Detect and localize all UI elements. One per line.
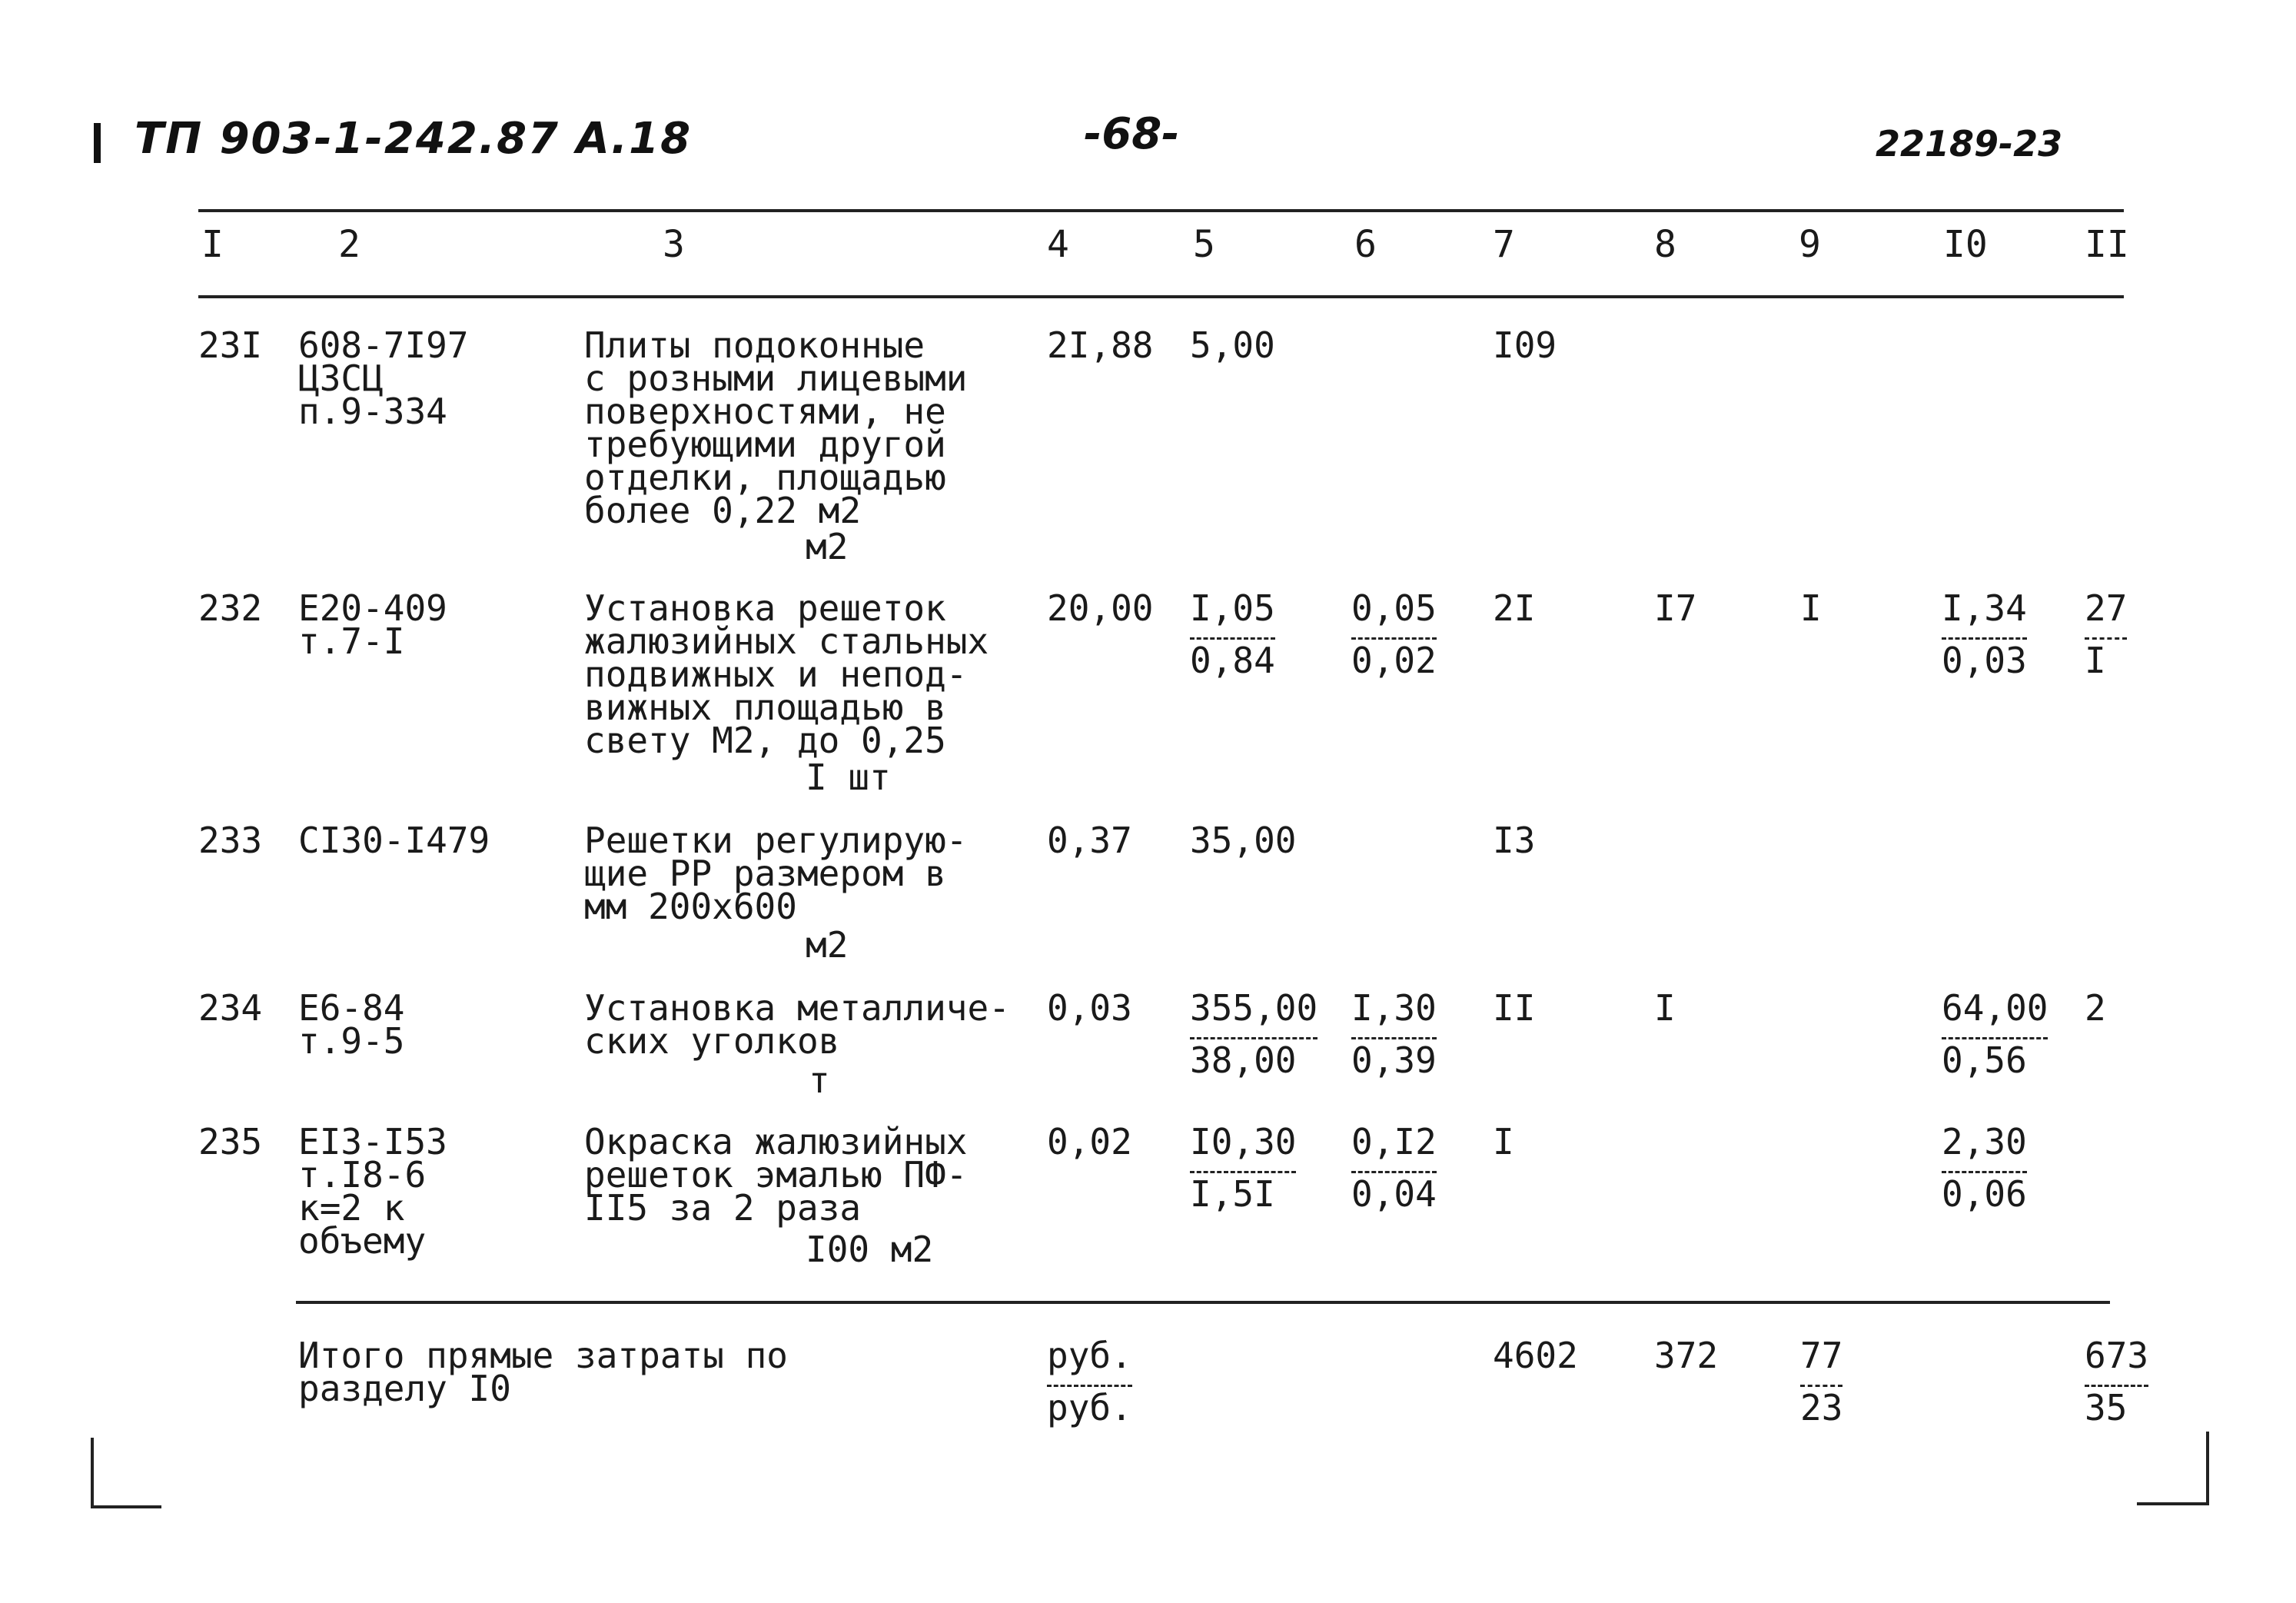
row-231-col5: 5,00 bbox=[1190, 324, 1275, 366]
numerator: 64,00 bbox=[1942, 987, 2048, 1029]
row-233-number: 233 bbox=[198, 820, 263, 861]
denominator: I,5I bbox=[1190, 1173, 1275, 1215]
numerator: 27 bbox=[2085, 587, 2128, 629]
row-234-col11: 2 bbox=[2085, 987, 2106, 1029]
numerator: 0,I2 bbox=[1351, 1121, 1437, 1162]
row-234-col10-fraction bbox=[1942, 987, 2048, 1081]
row-234-col6-fraction bbox=[1351, 987, 1437, 1081]
column-header-10: I0 bbox=[1943, 223, 1988, 266]
denominator: 0,03 bbox=[1942, 640, 2027, 681]
numerator: I,05 bbox=[1190, 587, 1275, 629]
row-235-number: 235 bbox=[198, 1121, 263, 1162]
row-234-number: 234 bbox=[198, 987, 263, 1029]
denominator: 0,84 bbox=[1190, 640, 1275, 681]
numerator: 0,05 bbox=[1351, 587, 1437, 629]
row-232-col11-fraction bbox=[2085, 587, 2128, 681]
row-231-code: 608-7I97 ЦЗСЦ п.9-334 bbox=[298, 324, 469, 432]
denominator: 0,56 bbox=[1942, 1039, 2027, 1081]
row-235-description: Окраска жалюзийных решеток эмалью ПФ- II5 за 2 раза bbox=[584, 1121, 968, 1229]
column-header-3: 3 bbox=[663, 223, 685, 266]
numerator: 2,30 bbox=[1942, 1121, 2027, 1162]
row-235-code: ЕI3-I53 т.I8-6 к=2 к объему bbox=[298, 1121, 447, 1262]
column-header-7: 7 bbox=[1493, 223, 1515, 266]
denominator: 0,04 bbox=[1351, 1173, 1437, 1215]
column-header-8: 8 bbox=[1654, 223, 1676, 266]
row-233-quantity: 0,37 bbox=[1047, 820, 1132, 861]
row-235-quantity: 0,02 bbox=[1047, 1121, 1132, 1162]
numerator: I0,30 bbox=[1190, 1121, 1297, 1162]
denominator: 38,00 bbox=[1190, 1039, 1297, 1081]
corner-mark-left bbox=[91, 1438, 161, 1508]
row-232-col8: I7 bbox=[1654, 587, 1697, 629]
row-232-code: Е20-409 т.7-I bbox=[298, 587, 447, 662]
table-bottom-rule bbox=[296, 1301, 2110, 1304]
row-232-col10-fraction bbox=[1942, 587, 2027, 681]
row-233-code: СI30-I479 bbox=[298, 820, 490, 861]
row-233-col5: 35,00 bbox=[1190, 820, 1297, 861]
numerator: 355,00 bbox=[1190, 987, 1318, 1029]
table-top-rule bbox=[198, 209, 2124, 212]
page-number: -68- bbox=[1084, 109, 1180, 159]
numerator: руб. bbox=[1047, 1335, 1132, 1376]
row-235-col10-fraction bbox=[1942, 1121, 2027, 1215]
column-header-4: 4 bbox=[1047, 223, 1069, 266]
denominator: руб. bbox=[1047, 1387, 1132, 1428]
denominator: 23 bbox=[1800, 1387, 1843, 1428]
corner-mark-right bbox=[2137, 1432, 2209, 1505]
row-231-unit: м2 bbox=[806, 526, 849, 567]
row-234-col5-fraction bbox=[1190, 987, 1318, 1081]
row-232-col6-fraction bbox=[1351, 587, 1437, 681]
total-col8: 372 bbox=[1654, 1335, 1719, 1376]
row-235-col6-fraction bbox=[1351, 1121, 1437, 1215]
row-232-col7: 2I bbox=[1493, 587, 1536, 629]
row-234-col8: I bbox=[1654, 987, 1676, 1029]
row-233-description: Решетки регулирую- щие РР размером в мм 200х600 bbox=[584, 820, 968, 927]
row-235-col7: I bbox=[1493, 1121, 1514, 1162]
row-232-col9: I bbox=[1800, 587, 1822, 629]
row-234-description: Установка металличе- ских уголков bbox=[584, 987, 1010, 1062]
row-231-description: Плиты подоконные с розными лицевыми поверхностями, не требующими другой отделки, площадью более 0,22 м2 bbox=[584, 324, 968, 531]
total-col11-fraction bbox=[2085, 1335, 2149, 1428]
document-code: ТП 903-1-242.87 А.18 bbox=[135, 114, 693, 164]
denominator: I bbox=[2085, 640, 2106, 681]
table-header-rule bbox=[198, 295, 2124, 298]
row-234-col7: II bbox=[1493, 987, 1536, 1029]
total-label: Итого прямые затраты по разделу I0 bbox=[298, 1335, 788, 1409]
row-232-col5-fraction bbox=[1190, 587, 1275, 681]
row-232-quantity: 20,00 bbox=[1047, 587, 1154, 629]
row-233-col7: I3 bbox=[1493, 820, 1536, 861]
row-235-unit: I00 м2 bbox=[806, 1229, 934, 1270]
row-231-quantity: 2I,88 bbox=[1047, 324, 1154, 366]
column-header-5: 5 bbox=[1193, 223, 1215, 266]
row-232-number: 232 bbox=[198, 587, 263, 629]
row-232-description: Установка решеток жалюзийных стальных подвижных и непод- вижных площадью в свету М2, до 0,25 bbox=[584, 587, 989, 761]
row-231-col7: I09 bbox=[1493, 324, 1557, 366]
row-231-number: 23I bbox=[198, 324, 263, 366]
row-233-unit: м2 bbox=[806, 924, 849, 966]
denominator: 35 bbox=[2085, 1387, 2128, 1428]
row-234-code: Е6-84 т.9-5 bbox=[298, 987, 405, 1062]
margin-bar bbox=[94, 123, 101, 163]
column-header-6: 6 bbox=[1354, 223, 1377, 266]
denominator: 0,02 bbox=[1351, 640, 1437, 681]
numerator: I,34 bbox=[1942, 587, 2027, 629]
numerator: I,30 bbox=[1351, 987, 1437, 1029]
total-col7: 4602 bbox=[1493, 1335, 1578, 1376]
numerator: 77 bbox=[1800, 1335, 1843, 1376]
numerator: 673 bbox=[2085, 1335, 2149, 1376]
column-header-2: 2 bbox=[338, 223, 361, 266]
total-col9-fraction bbox=[1800, 1335, 1843, 1428]
column-header-11: II bbox=[2085, 223, 2129, 266]
total-unit-fraction bbox=[1047, 1335, 1132, 1428]
column-header-1: I bbox=[201, 223, 224, 266]
row-234-quantity: 0,03 bbox=[1047, 987, 1132, 1029]
column-header-9: 9 bbox=[1799, 223, 1821, 266]
denominator: 0,06 bbox=[1942, 1173, 2027, 1215]
row-232-unit: I шт bbox=[806, 757, 891, 798]
sheet-code: 22189-23 bbox=[1876, 123, 2063, 165]
denominator: 0,39 bbox=[1351, 1039, 1437, 1081]
row-235-col5-fraction bbox=[1190, 1121, 1297, 1215]
row-234-unit: т bbox=[809, 1059, 830, 1101]
